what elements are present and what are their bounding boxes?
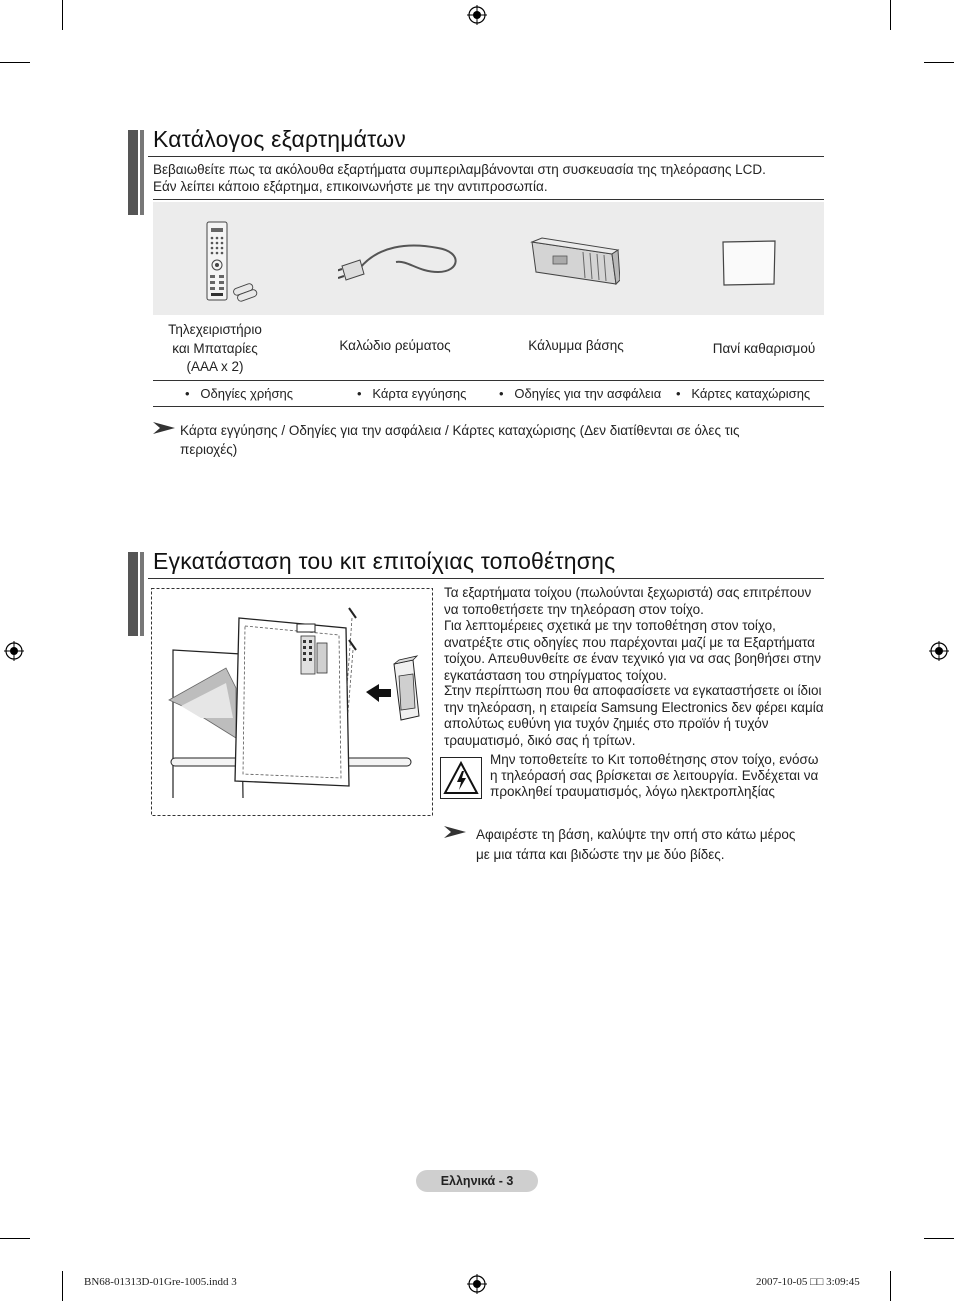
section-marker-bar xyxy=(140,552,144,636)
documents-divider-bottom xyxy=(153,406,824,407)
electric-shock-warning-icon xyxy=(440,757,482,799)
wall-mount-paragraph: Για λεπτομέρειες σχετικά με την τοποθέτηση στον τοίχο, ανατρέξτε στις οδηγίες που παρέχονται μαζί με τα Εξαρτήματα τοίχου. Απευθυνθείτε σε έναν τεχνικό για να σας βοηθήσει στην εγκατάσταση του στηρίγματος τοίχου. xyxy=(444,618,822,683)
section-title-wall-mount: Εγκατάσταση του κιτ επιτοίχιας τοποθέτησης xyxy=(153,548,616,574)
registration-mark-icon xyxy=(467,1274,487,1294)
timestamp-slug: 2007-10-05 □□ 3:09:45 xyxy=(756,1276,860,1288)
remote-label: και Μπαταρίες xyxy=(172,341,258,356)
remote-control-icon xyxy=(203,220,261,302)
wall-mount-paragraph: Τα εξαρτήματα τοίχου (πωλούνται ξεχωριστά) σας επιτρέπουν να τοποθετήσετε την τηλεόραση στον τοίχο. xyxy=(444,585,812,617)
cleaning-cloth-icon xyxy=(719,238,779,288)
warning-text: Μην τοποθετείτε το Κιτ τοποθέτησης στον τοίχο, ενόσω η τηλεόρασή σας βρίσκεται σε λειτουργία. Ενδέχεται να προκληθεί τραυματισμός, λόγω ηλεκτροπληξίας xyxy=(490,752,819,799)
section-marker-bar xyxy=(140,130,144,215)
title-underline xyxy=(148,156,824,157)
document-item: • Κάρτες καταχώρισης xyxy=(676,386,811,401)
note-arrow-icon xyxy=(153,422,175,434)
power-cord-label: Καλώδιο ρεύματος xyxy=(339,338,451,353)
section-marker-bar xyxy=(128,552,138,636)
crop-mark xyxy=(890,1271,891,1301)
power-cord-icon xyxy=(338,238,463,290)
wall-mount-paragraph: Στην περίπτωση που θα αποφασίσετε να εγκαταστήσετε οι ίδιοι την τηλεόραση, η εταιρεία Samsung Electronics δεν φέρει καμία απολύτως ευθύνη για τυχόν ζημιές στο προϊόν ή τυχόν τραυματισμό, δικό σας ή τρίτων. xyxy=(444,683,824,748)
note-text: Κάρτα εγγύησης / Οδηγίες για την ασφάλεια / Κάρτες καταχώρισης (Δεν διατίθενται σε όλες τις xyxy=(180,423,740,438)
accessories-panel xyxy=(153,202,824,315)
section-marker-bar xyxy=(128,130,138,215)
crop-mark xyxy=(0,62,30,63)
wall-mount-illustration xyxy=(151,588,433,816)
stand-cover-label: Κάλυμμα βάσης xyxy=(528,338,624,353)
remote-label: Τηλεχειριστήριο xyxy=(168,322,262,337)
document-item: • Οδηγίες για την ασφάλεια xyxy=(499,386,662,401)
note-text: Αφαιρέστε τη βάση, καλύψτε την οπή στο κάτω μέρος xyxy=(476,827,796,842)
crop-mark xyxy=(924,1238,954,1239)
registration-mark-icon xyxy=(929,641,949,661)
intro-line: Εάν λείπει κάποιο εξάρτημα, επικοινωνήστε με την αντιπροσωπία. xyxy=(153,179,548,194)
cleaning-cloth-label: Πανί καθαρισμού xyxy=(712,341,816,356)
crop-mark xyxy=(890,0,891,30)
remote-label: (AAA x 2) xyxy=(186,359,244,374)
registration-mark-icon xyxy=(4,641,24,661)
registration-mark-icon xyxy=(467,5,487,25)
file-slug: BN68-01313D-01Gre-1005.indd 3 xyxy=(84,1276,237,1288)
crop-mark xyxy=(924,62,954,63)
note-text: με μια τάπα και βιδώστε την με δύο βίδες. xyxy=(476,847,725,862)
note-text: περιοχές) xyxy=(180,442,238,457)
intro-line: Βεβαιωθείτε πως τα ακόλουθα εξαρτήματα συμπεριλαμβάνονται στη συσκευασία της τηλεόρασης LCD. xyxy=(153,162,766,177)
note-arrow-icon xyxy=(444,826,466,838)
divider xyxy=(153,199,824,200)
crop-mark xyxy=(62,0,63,30)
page-number-badge: Ελληνικά - 3 xyxy=(416,1170,538,1192)
document-item: • Οδηγίες χρήσης xyxy=(185,386,293,401)
documents-divider-top xyxy=(153,380,824,381)
title-underline xyxy=(148,578,824,579)
document-item: • Κάρτα εγγύησης xyxy=(357,386,467,401)
crop-mark xyxy=(62,1271,63,1301)
crop-mark xyxy=(0,1238,30,1239)
section-title-accessories: Κατάλογος εξαρτημάτων xyxy=(153,126,406,152)
stand-cover-icon xyxy=(528,236,620,288)
